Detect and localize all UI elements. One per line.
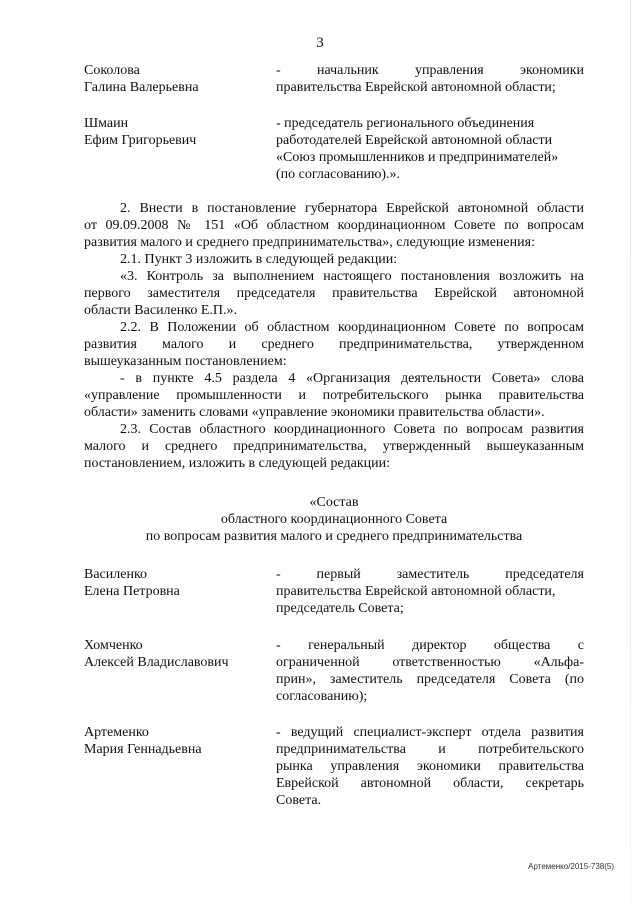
paragraph-line: первого заместителя председателя правительства Еврейской автономной: [84, 286, 584, 301]
member-name: Василенко Елена Петровна: [84, 567, 180, 599]
member-name: Артеменко Мария Геннадьевна: [84, 725, 202, 757]
paragraph-line: 2. Внести в постановление губернатора Еврейской автономной области: [120, 201, 584, 216]
paragraph-line: 2.1. Пункт 3 изложить в следующей редакции:: [120, 252, 398, 267]
paragraph-line: от 09.09.2008 № 151 «Об областном координационном Совете по вопросам: [84, 218, 584, 233]
paragraph-line: 2.2. В Положении об областном координационном Совете по вопросам: [120, 320, 584, 335]
document-body: [84, 200, 584, 472]
member-name: Шмаин Ефим Григорьевич: [84, 116, 197, 148]
paragraph-line: 2.3. Состав областного координационного Совета по вопросам развития: [120, 422, 584, 437]
member-role: - ведущий специалист-эксперт отдела развития предпринимательства и потребительского рынка управления экономики правительства Еврейской автономной области, секретарь Совета.: [276, 725, 584, 808]
paragraph-line: малого и среднего предпринимательства, утвержденный вышеуказанным: [84, 439, 584, 454]
paragraph-line: вышеуказанным постановлением:: [84, 354, 287, 369]
member-role: - первый заместитель председателя правительства Еврейской автономной области, председатель Совета;: [276, 567, 584, 616]
member-name: Соколова Галина Валерьевна: [84, 63, 199, 95]
paragraph-line: области Василенко Е.П.».: [84, 303, 238, 318]
paragraph-line: - в пункте 4.5 раздела 4 «Организация деятельности Совета» слова: [120, 371, 584, 386]
page-number: 3: [316, 35, 324, 51]
paragraph-line: «управление промышленности и потребительского рынка правительства: [84, 388, 584, 403]
composition-heading: «Состав областного координационного Совета по вопросам развития малого и среднего предпринимательства: [145, 495, 523, 544]
paragraph-line: области» заменить словами «управление экономики правительства области».: [84, 405, 545, 420]
scan-edge-line: [630, 0, 631, 905]
member-role: - начальник управления экономики правительства Еврейской автономной области;: [276, 63, 584, 95]
paragraph-line: развития малого и среднего предпринимательства», следующие изменения:: [84, 235, 535, 250]
document-footer-code: Артеменко/2015-738(5): [528, 862, 614, 871]
paragraph-line: развития малого и среднего предпринимательства, утвержденном: [84, 337, 584, 352]
member-name: Хомченко Алексей Владиславович: [84, 638, 229, 670]
paragraph-line: постановлением, изложить в следующей редакции:: [84, 456, 391, 471]
member-role: - генеральный директор общества с ограниченной ответственностью «Альфа- прин», заместитель председателя Совета (по согласованию);: [276, 638, 584, 704]
member-role: - председатель регионального объединения работодателей Еврейской автономной области «Союз промышленников и предпринимателей» (по согласованию).».: [276, 116, 559, 182]
paragraph-line: «3. Контроль за выполнением настоящего постановления возложить на: [120, 269, 584, 284]
